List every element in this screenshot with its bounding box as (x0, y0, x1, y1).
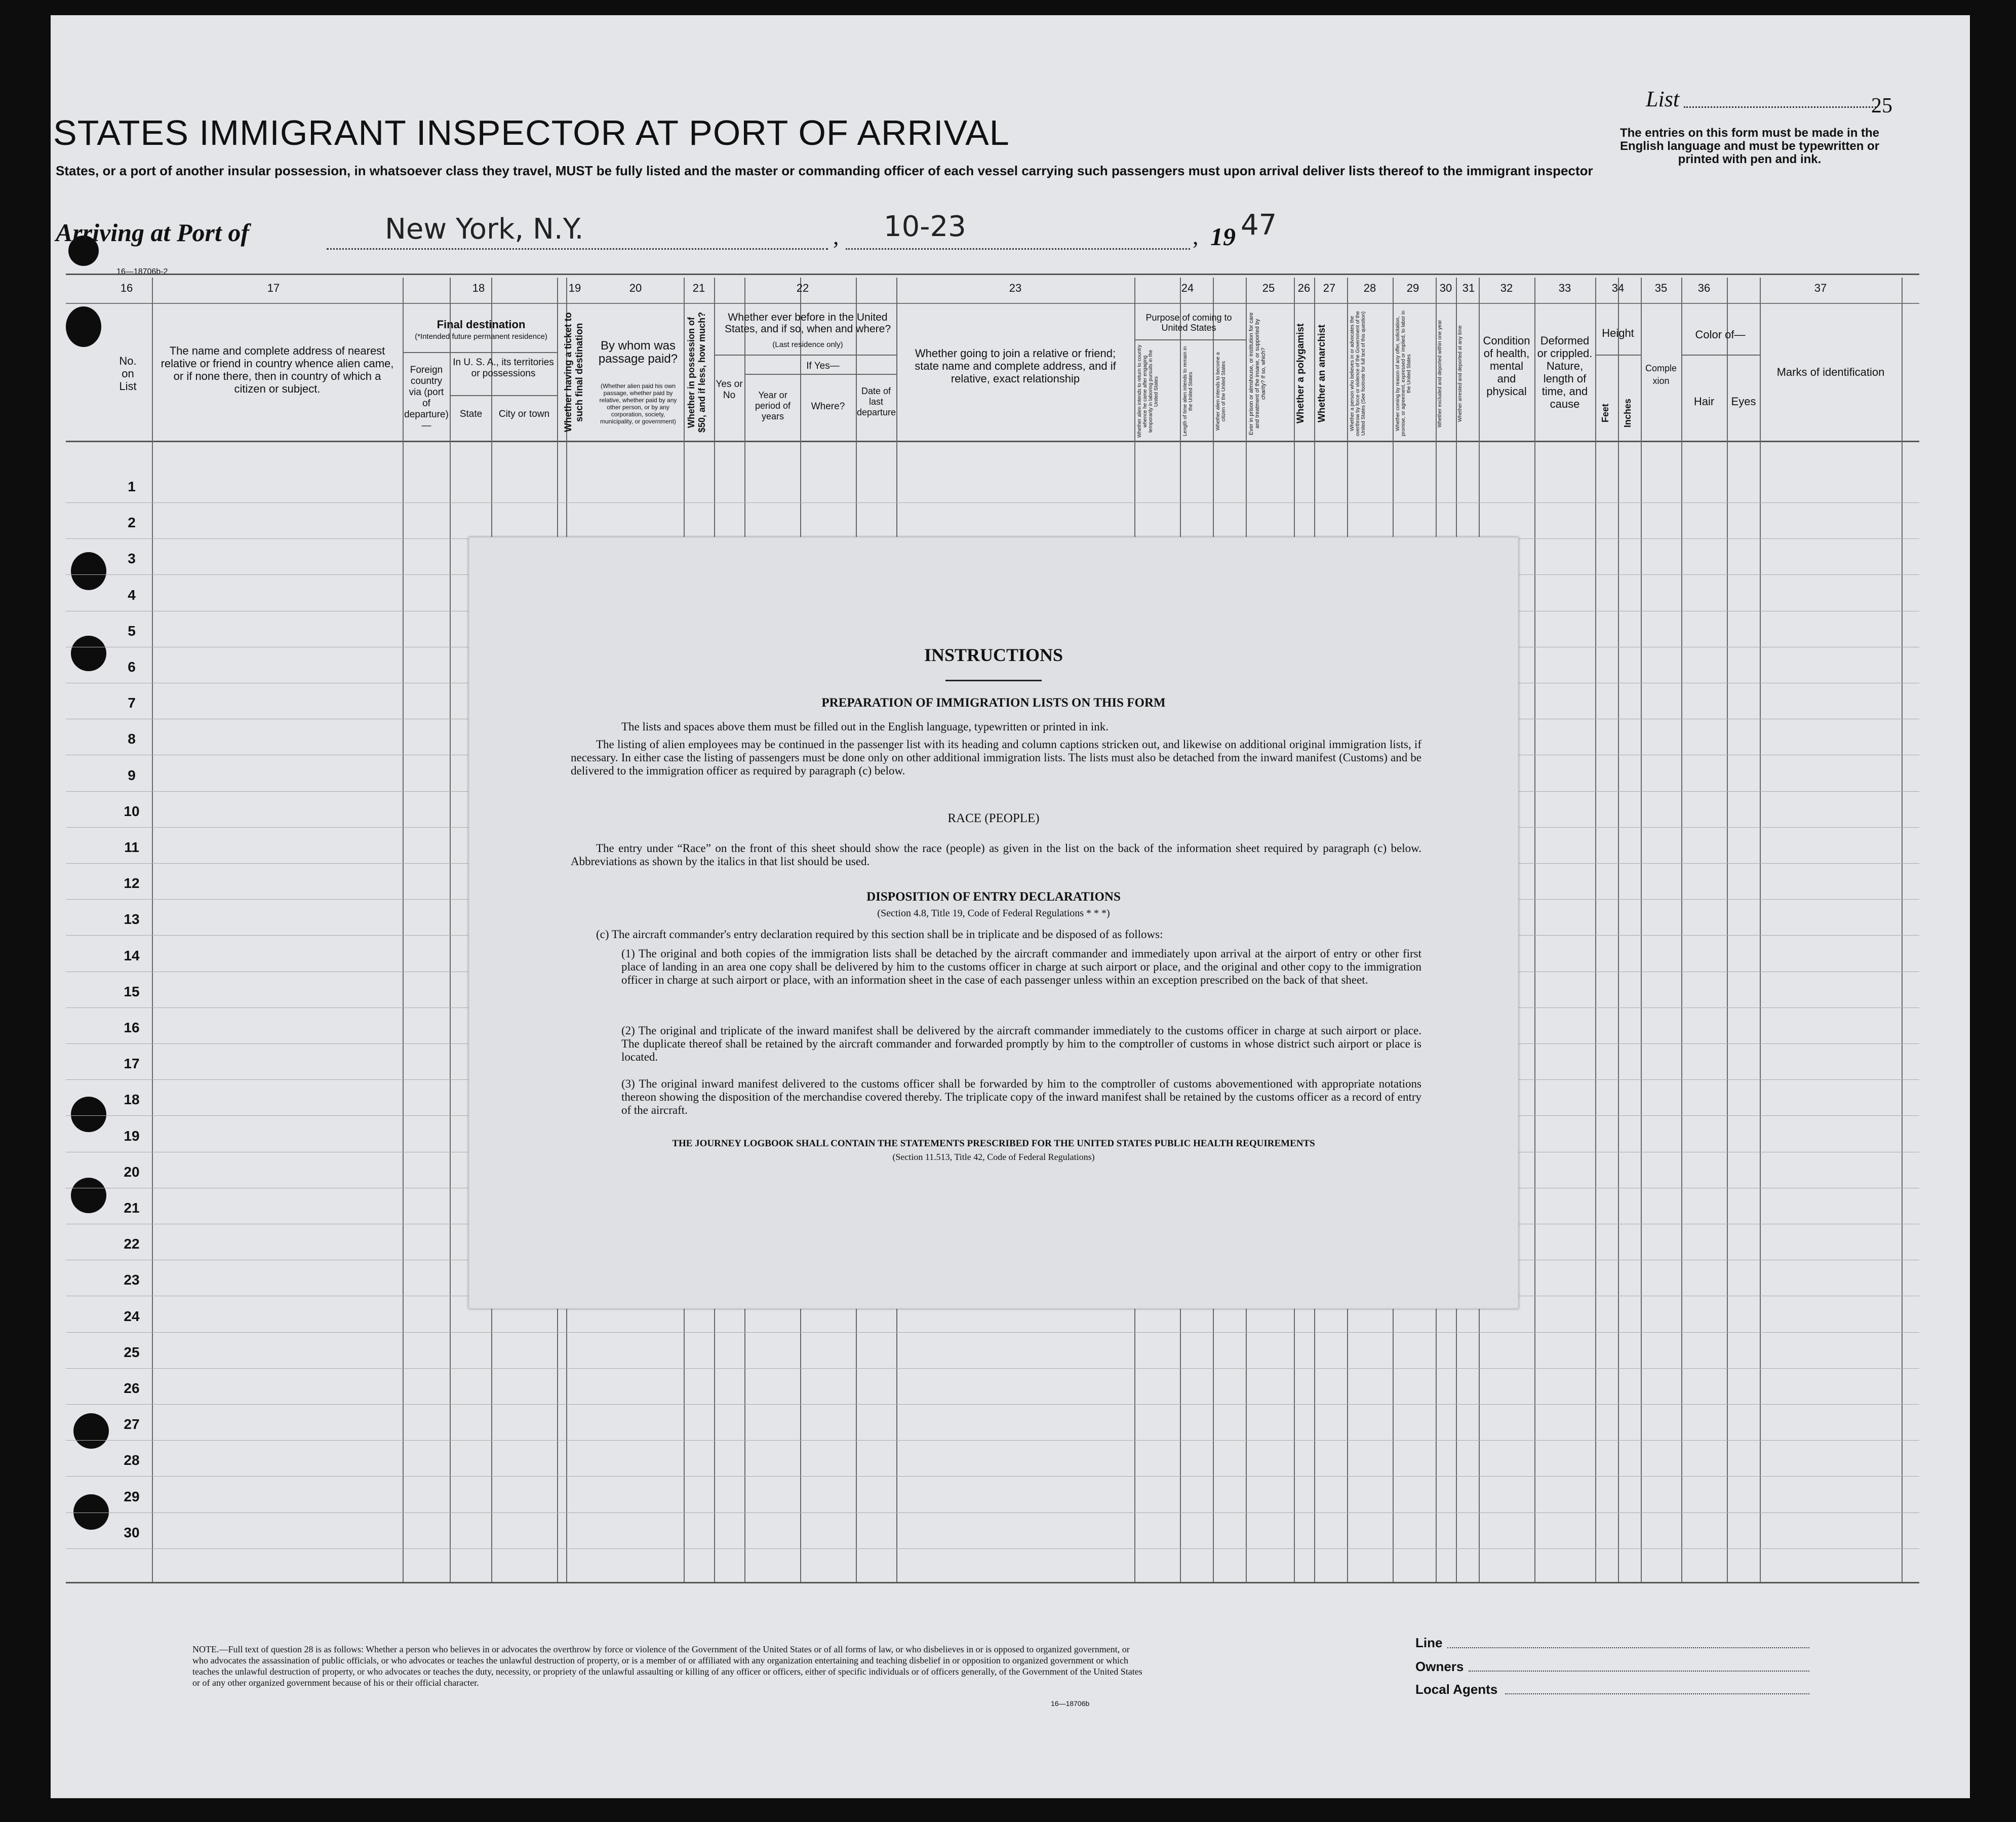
header-city: City or town (498, 409, 550, 419)
row-number: 20 (124, 1164, 140, 1180)
row-number: 26 (124, 1380, 140, 1396)
column-rule (1760, 278, 1761, 1582)
header-passage-note: (Whether alien paid his own passage, whether paid by relative, whether paid by any other person, or by any corporation, society, municipality, or government) (599, 382, 677, 425)
subheader-rule (403, 352, 557, 353)
header-height: Height (1602, 327, 1634, 339)
row-rule (66, 502, 1919, 503)
race-paragraph: The entry under “Race” on the front of this sheet should show the race (people) as given in the list on the back of the information sheet required by paragraph (c) below. Abbreviations as shown by the italics in that list should be used. (571, 842, 1421, 868)
row-rule (66, 1476, 1919, 1477)
header-year: Year or period of years (755, 390, 791, 421)
year-handwritten: 47 (1241, 209, 1277, 242)
list-number: 25 (1871, 94, 1892, 118)
column-number: 30 (1439, 282, 1452, 294)
header-ever-before: Whether ever before in the United States, and if so, when and where? (724, 312, 891, 335)
line-field[interactable] (1447, 1647, 1809, 1648)
header-color-of: Color of— (1695, 328, 1746, 341)
column-rule (450, 278, 451, 1582)
table-bottom-rule (66, 1582, 1919, 1583)
subheader-rule (1134, 339, 1246, 340)
header-join-relative: Whether going to join a relative or friend; state name and complete address, and if relative, exact relationship (915, 347, 1116, 385)
column-number: 20 (629, 282, 642, 294)
header-marks: Marks of identification (1776, 366, 1885, 378)
row-number: 28 (124, 1452, 140, 1468)
owners-field[interactable] (1469, 1671, 1809, 1672)
disposition-1: (1) The original and both copies of the immigration lists shall be detached by the aircraft commander and immediately upon arrival at the airport of entry or other first place of landing in an area one copy shall be delivered by him to the customs officer in charge at such airport or place, and the original and other copy to the immigration officer in charge at such airport or place, with an information sheet in the case of each passenger unless within an exception prescribed on the back of that sheet. (621, 947, 1421, 986)
header-purpose: Purpose of coming to United States (1145, 313, 1232, 333)
punch-hole (71, 636, 106, 671)
row-number: 16 (124, 1020, 140, 1035)
header-feet: Feet (1600, 403, 1610, 422)
disposition-c: (c) The aircraft commander's entry declaration required by this section shall be in triplicate and be disposed of as follows: (596, 928, 1163, 941)
header-final-destination-note: (*Intended future permanent residence) (415, 332, 547, 341)
header-prison: Ever in prison or almshouse, or institution for care and treatment of the insane, or supported by charity? If so, which? (1248, 312, 1267, 435)
header-purpose-length: Length of time alien intends to remain in the United States (1182, 346, 1194, 437)
row-number: 7 (128, 695, 136, 711)
header-nearest-relative: The name and complete address of nearest relative or friend in country whence alien came, or if none there, then in country of which a citizen or subject. (161, 344, 394, 395)
header-polygamist: Whether a polygamist (1295, 323, 1306, 424)
column-number: 32 (1500, 282, 1513, 294)
header-arrested: Whether arrested and deported at any time (1457, 325, 1463, 422)
line-label: Line (1415, 1635, 1443, 1650)
disposition-2: (2) The original and triplicate of the inward manifest shall be delivered by the aircraft commander immediately to the customs officer in charge at such airport or place. The duplicate thereof shall be retained by the aircraft commander and forwarded promptly by him to the comptroller of customs in whose district such airport or place is located. (621, 1024, 1421, 1063)
column-rule (1595, 278, 1596, 1582)
row-number: 1 (128, 479, 136, 494)
header-eyes: Eyes (1731, 395, 1756, 408)
row-number: 13 (124, 911, 140, 927)
row-rule (66, 1548, 1919, 1549)
journey-logbook: THE JOURNEY LOGBOOK SHALL CONTAIN THE STATEMENTS PRESCRIBED FOR THE UNITED STATES PUBLIC HEALTH REQUIREMENTS (672, 1138, 1315, 1149)
row-number: 30 (124, 1524, 140, 1540)
header-foreign-country: Foreign country via (port of departure)— (404, 365, 449, 431)
column-number: 23 (1009, 282, 1022, 294)
column-number: 17 (267, 282, 280, 294)
column-number: 31 (1462, 282, 1475, 294)
row-number: 29 (124, 1488, 140, 1504)
header-if-yes: If Yes— (806, 361, 840, 371)
column-number: 35 (1654, 282, 1668, 294)
row-number: 2 (128, 515, 136, 531)
prep-paragraph-1: The lists and spaces above them must be filled out in the English language, typewritten or printed in ink. (621, 720, 1109, 733)
column-number: 33 (1558, 282, 1571, 294)
date-handwritten: 10-23 (884, 210, 966, 243)
header-state: State (459, 409, 483, 419)
row-number: 19 (124, 1128, 140, 1144)
form-subline: States, or a port of another insular possession, in whatsoever class they travel, MUST be fully listed and the master or commanding officer of each vessel carrying such passengers must upon arrival deliver lists thereof to the immigrant inspector (56, 163, 1593, 178)
column-number: 21 (692, 282, 705, 294)
column-number: 28 (1363, 282, 1376, 294)
header-condition: Condition of health, mental and physical (1483, 334, 1530, 398)
subheader-rule (1681, 355, 1760, 356)
row-rule (66, 1332, 1919, 1333)
header-hair: Hair (1693, 395, 1715, 408)
punch-hole (71, 1097, 106, 1132)
header-excluded: Whether excluded and deported within one year (1437, 320, 1443, 428)
row-number: 14 (124, 947, 140, 963)
header-deformed: Deformed or crippled. Nature, length of time, and cause (1537, 334, 1593, 410)
header-where: Where? (811, 401, 845, 412)
row-number: 18 (124, 1092, 140, 1108)
header-ticket: Whether having a ticket to such final destination (563, 312, 585, 433)
header-date-departure: Date of last departure (857, 386, 896, 417)
instructions-insert (468, 537, 1519, 1309)
column-number: 19 (568, 282, 581, 294)
header-yes-no: Yes or No (716, 379, 743, 401)
instructions-title-rule (945, 680, 1042, 681)
punch-hole (10, 304, 41, 339)
header-complexion: Complexion (1645, 363, 1677, 386)
arriving-label: Arriving at Port of (56, 218, 249, 247)
list-label: List (1646, 87, 1680, 111)
header-inches: Inches (1623, 398, 1633, 428)
header-purpose-citizen: Whether alien intends to become a citizen of the United States (1215, 352, 1227, 431)
column-number: 37 (1814, 282, 1827, 294)
instructions-title: INSTRUCTIONS (924, 645, 1063, 665)
header-rule (66, 274, 1919, 275)
row-number: 5 (128, 623, 136, 639)
header-no-on-list: No. on List (119, 355, 137, 393)
column-rule (1727, 278, 1728, 1582)
local-agents-field[interactable] (1505, 1693, 1809, 1694)
row-number: 15 (124, 983, 140, 999)
column-number: 18 (472, 282, 485, 294)
column-number: 27 (1323, 282, 1336, 294)
local-agents-label: Local Agents (1415, 1682, 1498, 1697)
date-line (846, 248, 1190, 250)
subheader-rule (744, 374, 896, 375)
column-rule (1534, 278, 1535, 1582)
comma: , (833, 223, 839, 249)
row-rule (66, 1368, 1919, 1369)
column-rule (403, 278, 404, 1582)
row-number: 21 (124, 1200, 140, 1216)
row-rule (66, 1440, 1919, 1441)
port-line (327, 248, 828, 250)
header-passage-paid: By whom was passage paid? (598, 339, 678, 366)
journey-reference: (Section 11.513, Title 42, Code of Federal Regulations) (892, 1152, 1095, 1162)
form-number-bottom: 16—18706b (1051, 1699, 1090, 1708)
row-number: 22 (124, 1236, 140, 1252)
punch-hole (10, 230, 46, 271)
header-fifty-dollars: Whether in possession of $50, and if less, how much? (686, 312, 707, 433)
row-number: 3 (128, 551, 136, 567)
owners-label: Owners (1415, 1659, 1464, 1674)
header-labor-offer: Whether coming by reason of any offer, solicitation, promise, or agreement, expressed or implied, to labor in the United States (1395, 311, 1412, 437)
punch-hole (73, 1413, 109, 1449)
column-number: 29 (1406, 282, 1419, 294)
header-anarchist: Whether an anarchist (1317, 324, 1327, 423)
row-number: 11 (124, 839, 139, 855)
form-number-top: 16—18706b-2 (116, 267, 168, 276)
column-rule (152, 278, 153, 1582)
race-heading: RACE (PEOPLE) (947, 811, 1040, 825)
entries-note: The entries on this form must be made in the English language and must be typewritten or printed with pen and ink. (1619, 126, 1880, 166)
list-dotted-line (1684, 106, 1876, 108)
row-number: 10 (124, 803, 140, 819)
column-rule (1641, 278, 1642, 1582)
year-prefix: 19 (1210, 222, 1236, 251)
header-purpose-return: Whether alien intends to return to country whence he came after engaging temporarily in laboring pursuits in the United States (1137, 344, 1159, 438)
row-number: 17 (124, 1056, 140, 1072)
subheader-rule (450, 395, 557, 396)
column-rule (1618, 278, 1619, 1582)
column-number: 26 (1297, 282, 1311, 294)
header-overthrow: Whether a person who believes in or advocates the overthrow by force or violence of the Government of the United States (See footnote for full text of this question) (1350, 311, 1366, 436)
row-number: 8 (128, 731, 136, 747)
column-number: 24 (1181, 282, 1194, 294)
disposition-heading: DISPOSITION OF ENTRY DECLARATIONS (866, 890, 1121, 904)
prep-heading: PREPARATION OF IMMIGRATION LISTS ON THIS FORM (821, 696, 1166, 710)
punch-hole (71, 1178, 106, 1213)
column-number: 36 (1697, 282, 1711, 294)
row-number: 12 (124, 875, 140, 891)
row-number: 6 (128, 659, 136, 675)
row-number: 24 (124, 1308, 140, 1324)
row-number: 23 (124, 1272, 140, 1288)
row-rule (66, 1404, 1919, 1405)
column-number: 22 (796, 282, 809, 294)
form-title: STATES IMMIGRANT INSPECTOR AT PORT OF ARRIVAL (53, 113, 1010, 152)
header-in-usa: In U. S. A., its territories or possessions (453, 357, 554, 379)
header-last-residence: (Last residence only) (772, 340, 843, 349)
subheader-rule (1595, 355, 1641, 356)
punch-hole (66, 306, 101, 347)
disposition-reference: (Section 4.8, Title 19, Code of Federal Regulations * * *) (877, 908, 1110, 919)
disposition-3: (3) The original inward manifest delivered to the customs officer shall be forwarded by him to the comptroller of customs abovementioned with appropriate notations thereon showing the disposition of the merchandise covered thereby. The triplicate copy of the inward manifest shall be retained by the customs officer as a record of entry of the aircraft. (621, 1077, 1421, 1116)
row-number: 25 (124, 1344, 140, 1360)
prep-paragraph-2: The listing of alien employees may be continued in the passenger list with its heading and column captions stricken out, and likewise on additional original immigration lists, if necessary. In either case the listing of passengers must be done only on other additional immigration lists. The lists must also be detached from the inward manifest (Customs) and be delivered to the immigration officer as required by paragraph (c) below. (571, 738, 1421, 777)
punch-hole (71, 552, 106, 590)
column-number: 16 (120, 282, 133, 294)
row-number: 27 (124, 1416, 140, 1432)
row-number: 4 (128, 587, 136, 603)
subheader-rule (714, 355, 896, 356)
footnote-question-28: NOTE.—Full text of question 28 is as follows: Whether a person who believes in or advocates the overthrow by force or violence of the Government of the United States or of all forms of law, or who disbelieves in or is opposed to organized government, or who advocates the assassination of public officials, or who advocates or teaches the unlawful destruction of property, or is a member of or affiliated with any organization entertaining and teaching disbelief in or opposition to organized government or which teaches the unlawful destruction of property, or who advocates or teaches the duty, necessity, or propriety of the unlawful assaulting or killing of any officer or officers, either of specific individuals or of officers generally, of the Government of the United States or of any other organized government because of his or their official character. (192, 1644, 1142, 1688)
comma: , (1193, 223, 1199, 249)
column-number: 25 (1262, 282, 1275, 294)
port-handwritten: New York, N.Y. (385, 213, 584, 246)
row-number: 9 (128, 767, 136, 783)
column-rule (1902, 278, 1903, 1582)
column-rule (1681, 278, 1682, 1582)
header-final-destination: Final destination (437, 318, 526, 331)
column-number: 34 (1611, 282, 1625, 294)
